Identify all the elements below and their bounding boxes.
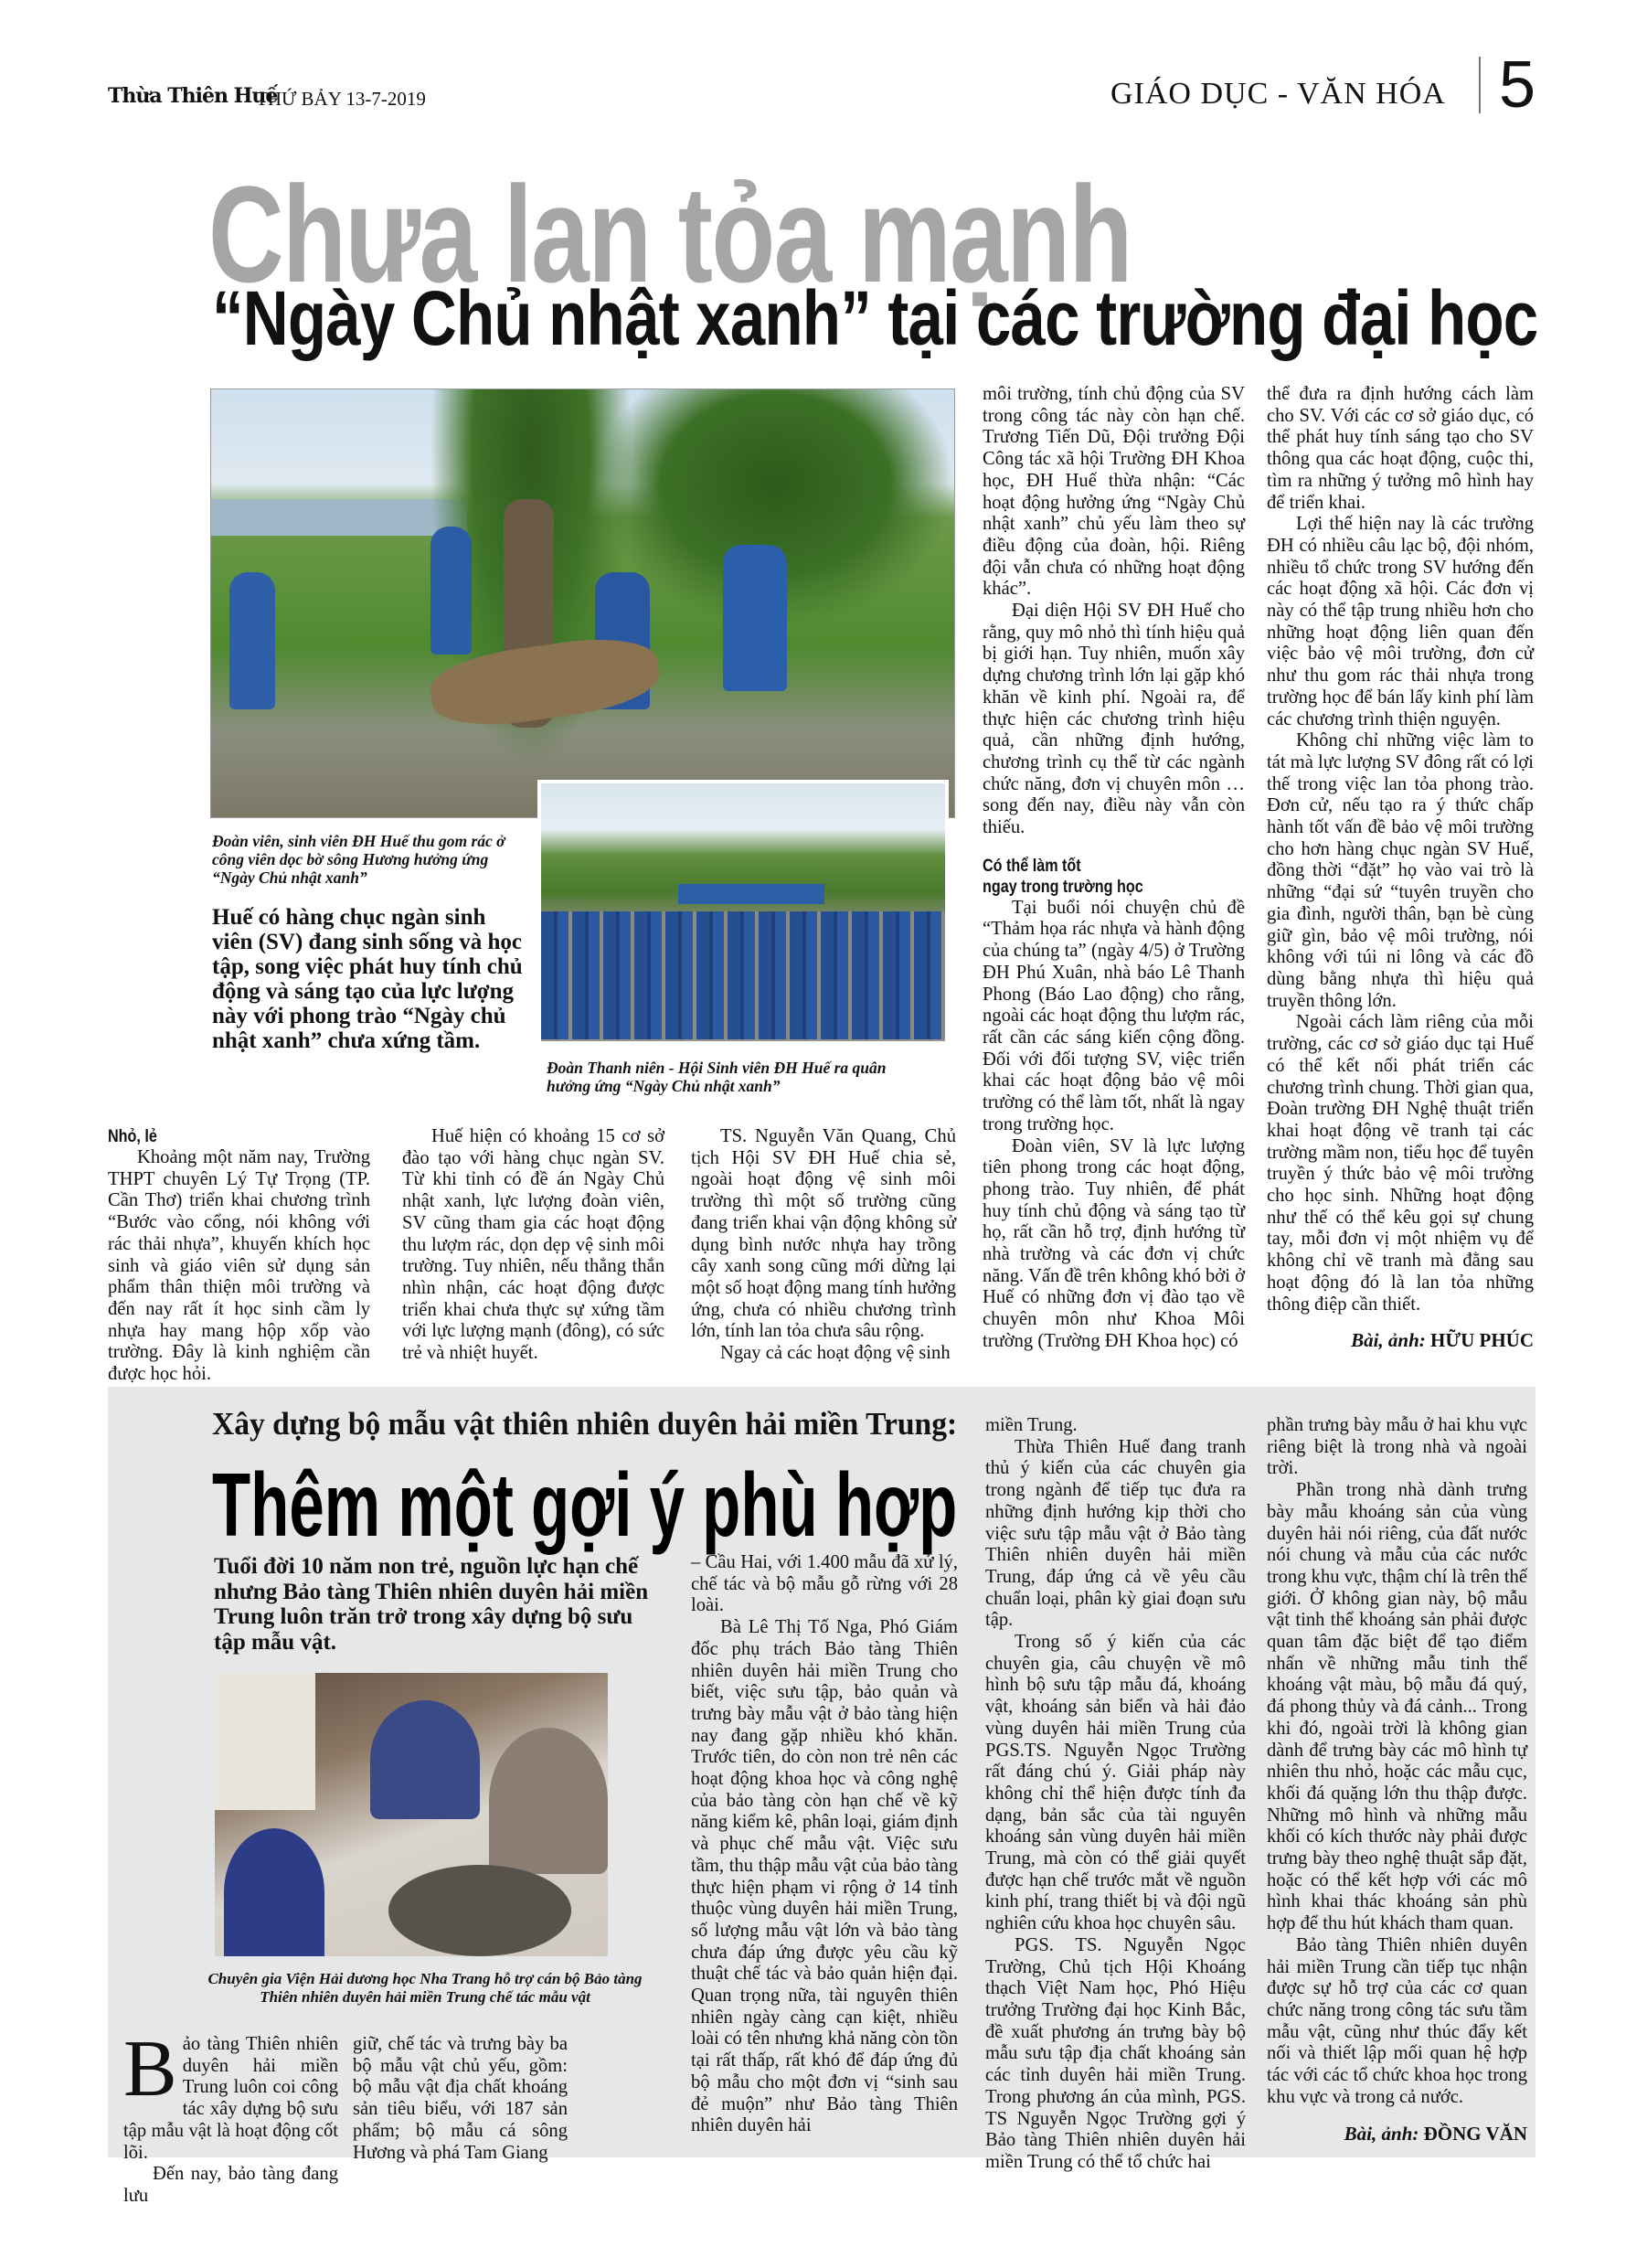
paragraph: TS. Nguyễn Văn Quang, Chủ tịch Hội SV ĐH Huế chia sẻ, ngoài hoạt động vệ sinh môi trường thì một số trường cũng đang triển khai vận động không sử dụng bình nước nhựa hay trồng cây xanh song cũng mới dừng lại một số hoạt động mang tính hưởng ứng, chưa có nhiều chương trình lớn, tính lan tỏa chưa sâu rộng. — [691, 1126, 956, 1342]
paragraph: Khoảng một năm nay, Trường THPT chuyên Lý Tự Trọng (TP. Cần Thơ) triển khai chương trình “Bước vào cổng, nói không với rác thải nhựa”, khuyến khích học sinh và giáo viên sử dụng sản phẩm thân thiện môi trường và đến nay rất ít học sinh cầm ly nhựa hay mang hộp xốp vào trường. Đây là kinh nghiệm cần được học hỏi. — [108, 1147, 370, 1385]
article-column — [108, 1126, 370, 1386]
section-heading: ngay trong trường học — [983, 877, 1143, 897]
paragraph: Bà Lê Thị Tố Nga, Phó Giám đốc phụ trách Bảo tàng Thiên nhiên duyên hải miền Trung cho biết, việc sưu tập, bảo quản và trưng bày mẫu vật ở bảo tàng hiện nay đang gặp nhiều khó khăn. Trước tiên, do còn non trẻ nên các hoạt động khoa học và công nghệ của bảo tàng còn hạn chế về kỹ năng kiểm kê, phân loại, giám định và phục chế mẫu vật. Việc sưu tầm, thu thập mẫu vật của bảo tàng thực hiện phạm vi rộng ở 14 tỉnh thuộc vùng duyên hải miền Trung, số lượng mẫu vật lớn và bảo tàng chưa đáp ứng được yêu cầu kỹ thuật chế tác và bảo quản hiện đại. Quan trọng nữa, tài nguyên thiên nhiên ngày càng cạn kiệt, nhiều loài có tên nhưng khả năng còn tồn tại rất thấp, rất khó để đáp ứng đủ bộ mẫu cho một đơn vị “sinh sau đẻ muộn” như Bảo tàng Thiên nhiên duyên hải — [691, 1617, 958, 2136]
photo-caption-2: Đoàn Thanh niên - Hội Sinh viên ĐH Huế ra quân hưởng ứng “Ngày Chủ nhật xanh” — [547, 1059, 887, 1095]
byline — [1267, 2124, 1527, 2146]
paragraph: Ngay cả các hoạt động vệ sinh — [720, 1343, 951, 1364]
article-column — [353, 2034, 568, 2164]
byline-author: HỮU PHÚC — [1430, 1329, 1534, 1352]
byline-author: ĐỒNG VĂN — [1423, 2122, 1527, 2145]
paragraph-text: ảo tàng Thiên nhiên duyên hải miền Trung luôn coi công tác xây dựng bộ sưu tập mẫu vật là hoạt động cốt lõi. — [123, 2034, 338, 2163]
article-column — [1267, 1415, 1527, 2145]
article-title: Chưa lan tỏa mạnh — [208, 157, 1132, 311]
article-column — [123, 2025, 338, 2208]
issue-date: THỨ BẢY 13-7-2019 — [256, 88, 426, 110]
paragraph: Lợi thế hiện nay là các trường ĐH có nhiều câu lạc bộ, đội nhóm, nhiều tổ chức trong SV hướng đến các hoạt động xã hội. Các đơn vị này có thể tập trung nhiều hơn cho những hoạt động liên quan đến việc bảo vệ môi trường, đơn cử như thu gom rác thải nhựa trong trường học để bán lấy kinh phí làm các chương trình thiện nguyện. — [1267, 514, 1534, 729]
section-heading: Nhỏ, lẻ — [108, 1127, 157, 1146]
header-divider — [1479, 57, 1481, 113]
article-lead: Huế có hàng chục ngàn sinh viên (SV) đang sinh sống và học tập, song việc phát huy tính chủ động và sáng tạo của lực lượng này với phong trào “Ngày chủ nhật xanh” chưa xứng tầm. — [212, 905, 523, 1053]
article-column — [691, 1126, 956, 1365]
newspaper-masthead: Thừa Thiên Huế — [108, 84, 278, 108]
drop-cap: B — [123, 2025, 177, 2114]
photo-cleanup-riverside — [210, 389, 955, 818]
article-column — [402, 1126, 664, 1365]
photo-youth-union-rally — [537, 780, 949, 1045]
paragraph: Tại buổi nói chuyện chủ đề “Thảm họa rác nhựa và hành động của chúng ta” (ngày 4/5) ở Trường ĐH Phú Xuân, nhà báo Lê Thanh Phong (Báo Lao động) cho rằng, ngoài các hoạt động thu lượm rác, rất cần các sáng kiến cộng đồng. Đối với đối tượng SV, việc triển khai các hoạt động bảo vệ môi trường có thể làm tốt, nhất là ngay trong trường học. — [983, 897, 1245, 1134]
byline-label: Bài, ảnh: — [1351, 1329, 1426, 1352]
paragraph: Đoàn viên, SV là lực lượng tiên phong trong các hoạt động, phong trào. Tuy nhiên, để phát huy tính chủ động và sáng tạo từ họ, rất cần hỗ trợ, định hướng từ nhà trường và các đơn vị chức năng. Vấn đề trên không khó bởi ở Huế có những đơn vị đào tạo về chuyên môn như Khoa Môi trường (Trường ĐH Khoa học) có — [983, 1135, 1245, 1351]
section-title: GIÁO DỤC - VĂN HÓA — [1110, 77, 1446, 111]
paragraph: Thừa Thiên Huế đang tranh thủ ý kiến của các chuyên gia trong ngành để tiếp tục đưa ra những định hướng kịp thời cho việc sưu tập mẫu vật ở Bảo tàng Thiên nhiên duyên hải miền Trung, đáp ứng cả về yêu cầu chuẩn loại, phân kỳ giai đoạn sưu tập. — [985, 1436, 1246, 1631]
paragraph: Huế hiện có khoảng 15 cơ sở đào tạo với hàng chục ngàn SV. Từ khi tỉnh có đề án Ngày Chủ nhật xanh, lực lượng đoàn viên, SV cũng tham gia các hoạt động thu lượm rác, dọn dẹp vệ sinh môi trường. Tuy nhiên, nếu thẳng thắn nhìn nhận, các hoạt động được triển khai chưa thực sự xứng tầm với lực lượng mạnh (đông), có sức trẻ và nhiệt huyết. — [402, 1126, 664, 1364]
paragraph: môi trường, tính chủ động của SV trong công tác này còn hạn chế. Trương Tiến Dũ, Đội trưởng Đội Công tác xã hội Trường ĐH Khoa học, ĐH Huế thừa nhận: “Các hoạt động hưởng ứng “Ngày Chủ nhật xanh” chủ yếu làm theo sự điều động của đoàn, hội. Riêng đội vẫn chưa có những hoạt động khác”. — [983, 384, 1245, 600]
article-subtitle: “Ngày Chủ nhật xanh” tại các trường đại học — [212, 275, 1538, 361]
photo-caption: Chuyên gia Viện Hải dương học Nha Trang hỗ trợ cán bộ Bảo tàng Thiên nhiên duyên hải miền Trung chế tác mẫu vật — [207, 1970, 643, 2006]
article-column — [691, 1552, 958, 2137]
paragraph: Phần trong nhà dành trưng bày mẫu khoáng sản của vùng duyên hải nói riêng, của đất nước nói chung và mẫu của các nước trong khu vực, thậm chí là trên thế giới. Ở không gian này, bộ mẫu vật tinh thể khoáng sản phải được quan tâm đặc biệt để tạo điểm nhấn về những mẫu tinh thể khoáng vật màu, bộ mẫu đá quý, đá phong thủy và đá cảnh... Trong khi đó, ngoài trời là không gian dành để trưng bày các mô hình tự nhiên thu nhỏ, hoặc các mẫu cục, khối đá quặng lớn thu thập được. Những mô hình và những mẫu khối có kích thước này phải được trưng bày theo nghệ thuật sắp đặt, hoặc có thể kết hợp với các mô hình khai thác khoáng sản phù hợp để thu hút khách tham quan. — [1267, 1480, 1527, 1934]
paragraph — [123, 2025, 338, 2164]
paragraph: miền Trung. — [985, 1415, 1078, 1435]
paragraph: PGS. TS. Nguyễn Ngọc Trường, Chủ tịch Hội Khoáng thạch Việt Nam học, Phó Hiệu trưởng Trường đại học Kinh Bắc, đề xuất phương án trưng bày bộ mẫu sưu tập địa chất khoáng sản các tỉnh duyên hải miền Trung. Trong phương án của mình, PGS. TS Nguyễn Ngọc Trường gợi ý Bảo tàng Thiên nhiên duyên hải miền Trung có thể tổ chức hai — [985, 1934, 1246, 2172]
byline-label: Bài, ảnh: — [1344, 2122, 1419, 2145]
article-column — [983, 384, 1245, 1353]
article-column — [985, 1415, 1246, 2174]
paragraph: Ngoài cách làm riêng của mỗi trường, các cơ sở giáo dục tại Huế có thể kết nối phát triển các chương trình chung. Thời gian qua, Đoàn trường ĐH Nghệ thuật triển khai hoạt động vẽ tranh tại các trường mầm non, tiểu học để tuyên truyền ý thức bảo vệ môi trường cho học sinh. Những hoạt động như thế có thể kêu gọi sự chung tay, mỗi đơn vị một nhiệm vụ để không chỉ vẽ tranh mà đằng sau hoạt động đó là lan tỏa những thông điệp cần thiết. — [1267, 1012, 1534, 1315]
byline — [1267, 1330, 1534, 1352]
paragraph: Trong số ý kiến của các chuyên gia, câu chuyện về mô hình bộ sưu tập mẫu đá, khoáng vật, khoáng sản biển và hải đảo vùng duyên hải miền Trung của PGS.TS. Nguyễn Ngọc Trường rất đáng chú ý. Giải pháp này không chỉ thể hiện được tính đa dạng, bản sắc của tài nguyên khoáng sản vùng duyên hải miền Trung, mà còn có thể giải quyết được hạn chế trước mắt về nguồn kinh phí, trang thiết bị và đội ngũ nghiên cứu khoa học chuyên sâu. — [985, 1632, 1246, 1934]
section-heading: Có thể làm tốt — [983, 856, 1081, 876]
page-number: 5 — [1499, 48, 1536, 122]
paragraph: giữ, chế tác và trưng bày ba bộ mẫu vật chủ yếu, gồm: bộ mẫu vật địa chất khoáng sản tiêu biểu, với 187 sản phẩm; bộ mẫu cá sông Hương và phá Tam Giang — [353, 2034, 568, 2163]
paragraph: – Cầu Hai, với 1.400 mẫu đã xử lý, chế tác và bộ mẫu gỗ rừng với 28 loài. — [691, 1552, 958, 1616]
paragraph: Không chỉ những việc làm to tát mà lực lượng SV đông rất có lợi thế trong việc lan tỏa phong trào. Đơn cử, nếu tạo ra ý thức chấp hành tốt vấn đề bảo vệ môi trường cho hơn hàng chục ngàn SV Huế, đồng thời “đặt” họ vào vai trò là những “đại sứ “tuyên truyền cho gia đình, người thân, bạn bè cùng giữ gìn, bảo vệ môi trường, nói không với túi ni lông và các đồ dùng bằng nhựa thì hiệu quả truyền thông lớn. — [1267, 730, 1534, 1011]
paragraph: Bảo tàng Thiên nhiên duyên hải miền Trung cần tiếp tục nhận được sự hỗ trợ của các cơ quan chức năng trong công tác sưu tầm mẫu vật, cũng như thúc đẩy kết nối và thiết lập mối quan hệ hợp tác với các tổ chức khoa học trong khu vực và trong cả nước. — [1267, 1934, 1527, 2107]
paragraph: Đại diện Hội SV ĐH Huế cho rằng, quy mô nhỏ thì tính hiệu quả bị giới hạn. Tuy nhiên, muốn xây dựng chương trình lớn lại gặp khó khăn về kinh phí. Ngoài ra, để thực hiện các chương trình hiệu quả, cần những định hướng, chương trình cụ thể từ các ngành chức năng, đơn vị chuyên môn … song đến nay, điều này vẫn còn thiếu. — [983, 601, 1245, 838]
photo-caption-1: Đoàn viên, sinh viên ĐH Huế thu gom rác ở công viên dọc bờ sông Hương hưởng ứng “Ngày Chủ nhật xanh” — [212, 832, 505, 887]
paragraph: phần trưng bày mẫu ở hai khu vực riêng biệt là trong nhà và ngoài trời. — [1267, 1415, 1527, 1479]
article-kicker: Xây dựng bộ mẫu vật thiên nhiên duyên hải miền Trung: — [212, 1406, 958, 1442]
article-lead: Tuổi đời 10 năm non trẻ, nguồn lực hạn chế nhưng Bảo tàng Thiên nhiên duyên hải miền Trung luôn trăn trở trong xây dựng bộ sưu tập mẫu vật. — [214, 1554, 649, 1655]
paragraph: thể đưa ra định hướng cách làm cho SV. Với các cơ sở giáo dục, có thể phát huy tính sáng tạo cho SV thông qua các hoạt động, cuộc thi, tìm ra những ý tưởng mô hình hay để triển khai. — [1267, 384, 1534, 513]
paragraph: Đến nay, bảo tàng đang lưu — [123, 2164, 338, 2206]
photo-specimen-crafting — [215, 1673, 608, 1956]
article-column — [1267, 384, 1534, 1352]
article-title: Thêm một gợi ý phù hợp — [212, 1454, 958, 1555]
